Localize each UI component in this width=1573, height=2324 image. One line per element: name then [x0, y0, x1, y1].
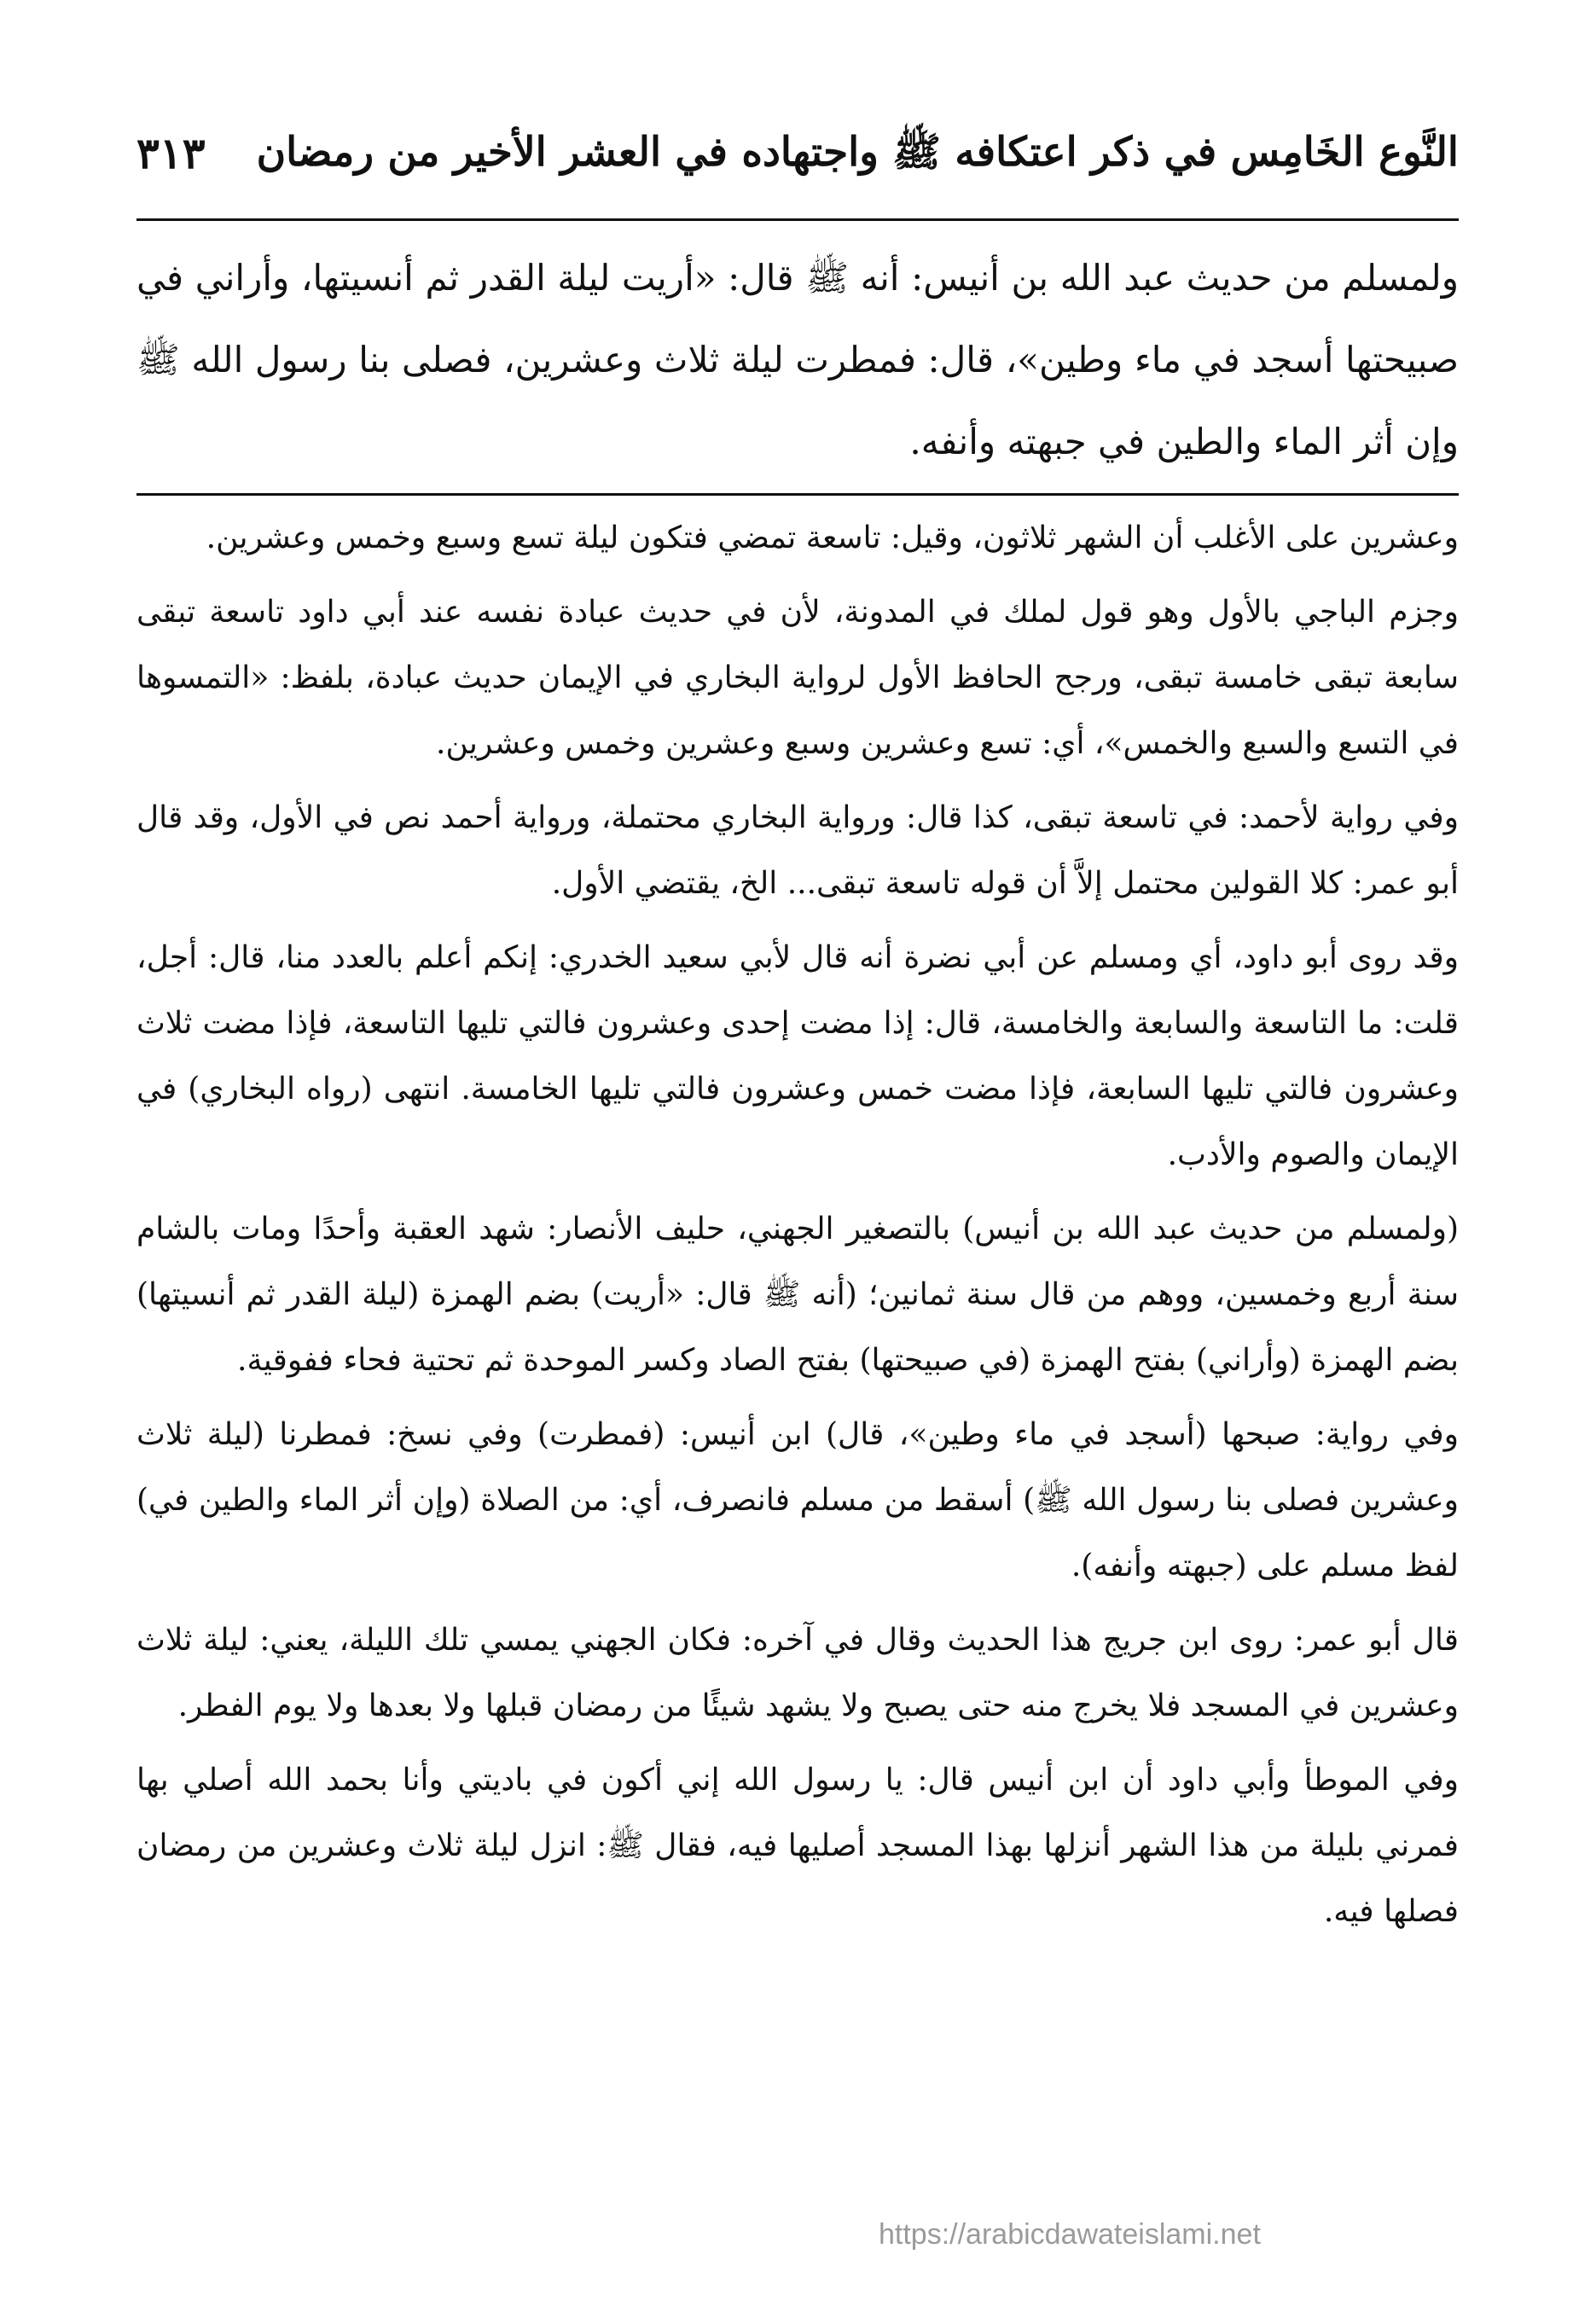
header-rule	[136, 218, 1459, 221]
commentary-body	[136, 505, 1459, 1953]
hadith-text: ولمسلم من حديث عبد الله بن أنيس: أنه ﷺ قال: «أريت ليلة القدر ثم أنسيتها، وأراني في صبيحتها أسجد في ماء وطين»، قال: فمطرت ليلة ثلاث وعشرين، فصلى بنا رسول الله ﷺ وإن أثر الماء والطين في جبهته وأنفه.	[136, 257, 1459, 462]
commentary-paragraph: وجزم الباجي بالأول وهو قول لملك في المدونة، لأن في حديث عبادة نفسه عند أبي داود تاسعة تبقى سابعة تبقى خامسة تبقى، ورجح الحافظ الأول لرواية البخاري في الإيمان حديث عبادة، بلفظ: «التمسوها في التسع والسبع والخمس»، أي: تسع وعشرين وسبع وعشرين وخمس وعشرين.	[136, 595, 1459, 761]
commentary-paragraph: وقد روى أبو داود، أي ومسلم عن أبي نضرة أنه قال لأبي سعيد الخدري: إنكم أعلم بالعدد منا، قال: أجل، قلت: ما التاسعة والسابعة والخامسة، قال: إذا مضت إحدى وعشرون فالتي تليها التاسعة، فإذا مضت ثلاث وعشرون فالتي تليها السابعة، فإذا مضت خمس وعشرون فالتي تليها الخامسة. انتهى (رواه البخاري) في الإيمان والصوم والأدب.	[136, 940, 1459, 1172]
running-title: النَّوع الخَامِس في ذكر اعتكافه ﷺ واجتهاده في العشر الأخير من رمضان	[256, 129, 1459, 176]
commentary-paragraph: قال أبو عمر: روى ابن جريج هذا الحديث وقال في آخره: فكان الجهني يمسي تلك الليلة، يعني: ليلة ثلاث وعشرين في المسجد فلا يخرج منه حتى يصبح ولا يشهد شيئًا من رمضان قبلها ولا بعدها ولا يوم الفطر.	[136, 1623, 1459, 1723]
commentary-paragraph: وفي رواية لأحمد: في تاسعة تبقى، كذا قال: ورواية البخاري محتملة، ورواية أحمد نص في الأول، وقد قال أبو عمر: كلا القولين محتمل إلاَّ أن قوله تاسعة تبقى... الخ، يقتضي الأول.	[136, 800, 1459, 901]
commentary-paragraph: (ولمسلم من حديث عبد الله بن أنيس) بالتصغير الجهني، حليف الأنصار: شهد العقبة وأحدًا ومات بالشام سنة أربع وخمسين، ووهم من قال سنة ثمانين؛ (أنه ﷺ قال: «أريت) بضم الهمزة (ليلة القدر ثم أنسيتها) بضم الهمزة (وأراني) بفتح الهمزة (في صبيحتها) بفتح الصاد وكسر الموحدة ثم تحتية فحاء ففوقية.	[136, 1211, 1459, 1378]
commentary-paragraph: وعشرين على الأغلب أن الشهر ثلاثون، وقيل: تاسعة تمضي فتكون ليلة تسع وسبع وخمس وعشرين.	[206, 520, 1459, 555]
watermark-url: https://arabicdawateislami.net	[879, 2218, 1261, 2251]
commentary-paragraph: وفي رواية: صبحها (أسجد في ماء وطين»، قال) ابن أنيس: (فمطرت) وفي نسخ: فمطرنا (ليلة ثلاث وعشرين فصلى بنا رسول الله ﷺ) أسقط من مسلم فانصرف، أي: من الصلاة (وإن أثر الماء والطين في) لفظ مسلم على (جبهته وأنفه).	[136, 1417, 1459, 1583]
commentary-paragraph: وفي الموطأ وأبي داود أن ابن أنيس قال: يا رسول الله إني أكون في باديتي وأنا بحمد الله أصلي بها فمرني بليلة من هذا الشهر أنزلها بهذا المسجد أصليها فيه، فقال ﷺ: انزل ليلة ثلاث وعشرين من رمضان فصلها فيه.	[136, 1763, 1459, 1929]
section-divider	[136, 493, 1459, 496]
page-header	[136, 119, 1459, 213]
page-number: ٣١٣	[136, 128, 206, 178]
